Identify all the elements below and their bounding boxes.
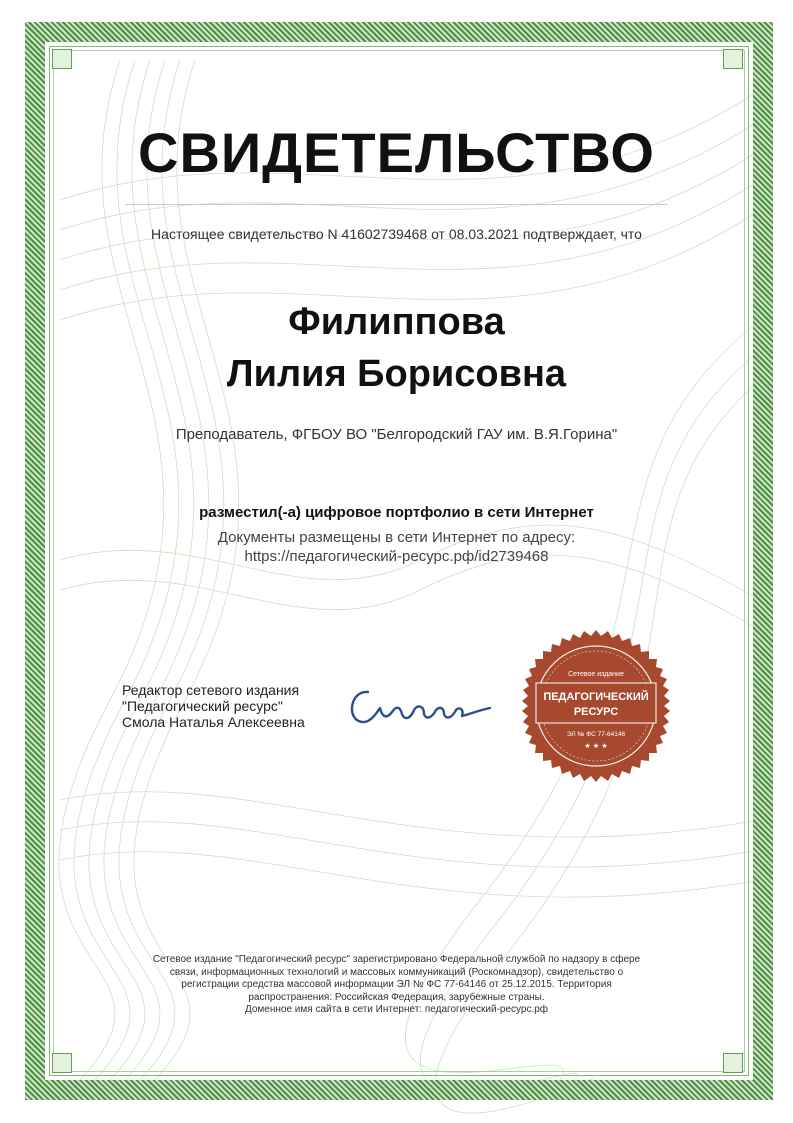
seal-stars: ★ ★ ★ [584,742,608,750]
recipient-surname: Филиппова [288,301,505,343]
footer-line-2: связи, информационных технологий и массовых коммуникаций (Роскомнадзор), свидетельство о [169,966,624,978]
corner-ornament-bottom-left [52,1053,72,1073]
seal-registration: ЭЛ № ФС 77-64146 [566,731,626,738]
editor-block [122,682,305,730]
seal-top-text: Сетевое издание [568,671,624,678]
recipient-name [0,296,793,400]
publication-seal [518,628,674,784]
footer-line-4: распространения: Российская Федерация, зарубежные страны. [248,991,545,1003]
editor-name: Смола Наталья Алексеевна [122,714,305,730]
corner-ornament-top-right [723,49,743,69]
documents-location [0,528,793,566]
recipient-position: Преподаватель, ФГБОУ ВО "Белгородский ГАУ им. В.Я.Горина" [175,426,618,443]
registration-footer [120,954,673,1017]
seal-main-line-2: РЕСУРС [573,706,619,718]
documents-location-label: Документы размещены в сети Интернет по адресу: [217,529,576,546]
documents-location-url: https://педагогический-ресурс.рф/id2739468 [244,548,549,565]
editor-role: Редактор сетевого издания [122,682,300,698]
certificate-intro: Настоящее свидетельство N 41602739468 от 08.03.2021 подтверждает, что [151,226,642,242]
editor-publication: "Педагогический ресурс" [122,698,283,714]
footer-line-1: Сетевое издание "Педагогический ресурс" зарегистрировано Федеральной службой по надзору в сфере [152,954,641,965]
recipient-given-names: Лилия Борисовна [226,353,567,395]
corner-ornament-top-left [52,49,72,69]
title-divider [125,204,668,205]
footer-line-5: Доменное имя сайта в сети Интернет: педагогический-ресурс.рф [244,1004,549,1015]
corner-ornament-bottom-right [723,1053,743,1073]
editor-signature [340,670,500,740]
footer-line-3: регистрации средства массовой информации ЭЛ № ФС 77-64146 от 25.12.2015. Территория [181,979,612,990]
certificate-title: СВИДЕТЕЛЬСТВО [138,121,655,184]
seal-main-line-1: ПЕДАГОГИЧЕСКИЙ [543,691,649,703]
certificate-action: разместил(-а) цифровое портфолио в сети Интернет [199,504,594,521]
